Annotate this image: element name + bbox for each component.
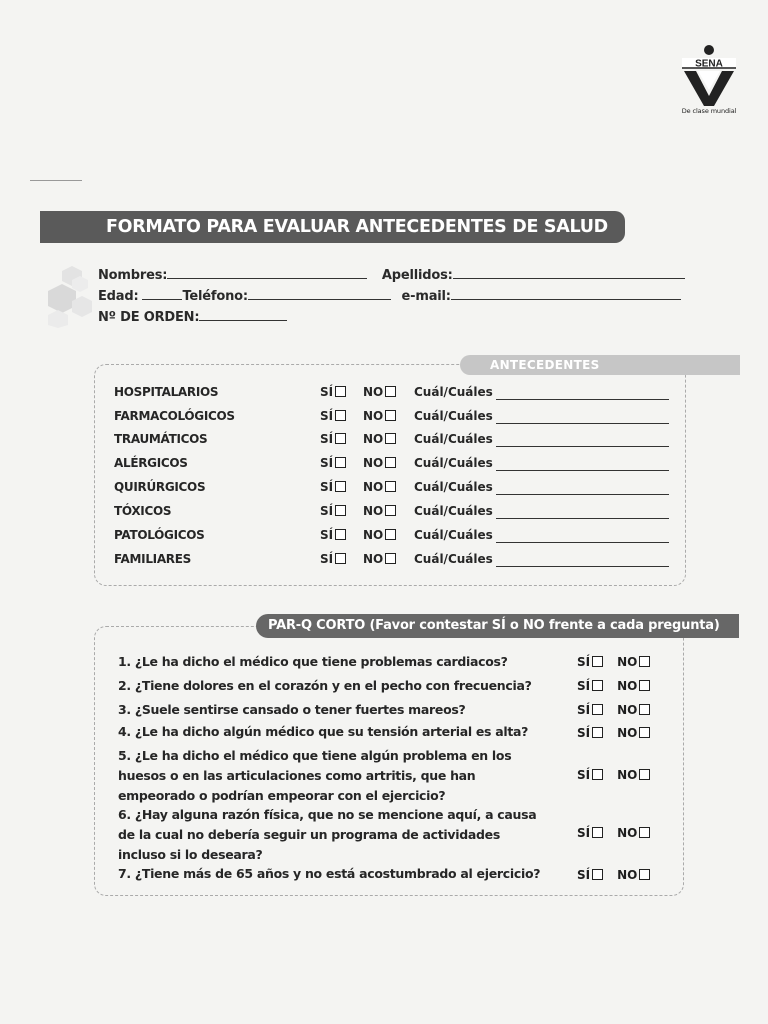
- cual-label: Cuál/Cuáles: [414, 528, 493, 542]
- no-label: NO: [363, 456, 384, 470]
- si-checkbox[interactable]: [335, 505, 346, 516]
- si-label: SÍ: [577, 655, 591, 669]
- sena-logo: [672, 44, 746, 115]
- apellidos-label: Apellidos:: [381, 268, 453, 283]
- si-checkbox[interactable]: [592, 869, 603, 880]
- no-checkbox[interactable]: [385, 457, 396, 468]
- id-row-names: [98, 268, 685, 283]
- antecedente-label: FAMILIARES: [114, 552, 191, 566]
- si-option: [320, 432, 346, 446]
- edad-field[interactable]: [142, 299, 182, 300]
- no-label: NO: [363, 504, 384, 518]
- no-label: NO: [617, 826, 638, 840]
- orden-label: Nº DE ORDEN:: [98, 310, 200, 325]
- cual-label: Cuál/Cuáles: [414, 432, 493, 446]
- si-label: SÍ: [577, 868, 591, 882]
- parq-question: 1. ¿Le ha dicho el médico que tiene problemas cardiacos?: [118, 654, 508, 669]
- no-checkbox[interactable]: [639, 727, 650, 738]
- no-option: [363, 432, 396, 446]
- cual-label: Cuál/Cuáles: [414, 480, 493, 494]
- si-label: SÍ: [577, 826, 591, 840]
- antecedente-label: FARMACOLÓGICOS: [114, 409, 235, 423]
- edad-label: Edad:: [98, 289, 139, 304]
- parq-header: PAR-Q CORTO (Favor contestar SÍ o NO frente a cada pregunta): [256, 614, 739, 638]
- si-label: SÍ: [320, 528, 334, 542]
- id-row-contact: [98, 289, 681, 304]
- cual-field[interactable]: [496, 423, 669, 424]
- no-label: NO: [363, 480, 384, 494]
- no-label: NO: [363, 528, 384, 542]
- antecedente-row: [114, 480, 674, 498]
- si-label: SÍ: [320, 456, 334, 470]
- parq-options: [577, 826, 650, 840]
- cual-label: Cuál/Cuáles: [414, 552, 493, 566]
- no-checkbox[interactable]: [385, 553, 396, 564]
- telefono-field[interactable]: [248, 299, 391, 300]
- cual-label: Cuál/Cuáles: [414, 409, 493, 423]
- parq-question: 3. ¿Suele sentirse cansado o tener fuertes mareos?: [118, 702, 466, 717]
- parq-question: 5. ¿Le ha dicho el médico que tiene algún problema en los huesos o en las articulaciones como artritis, que han empeorado o podrían empeorar con el ejercicio?: [118, 748, 512, 803]
- cual-field[interactable]: [496, 494, 669, 495]
- si-label: SÍ: [320, 409, 334, 423]
- antecedente-label: HOSPITALARIOS: [114, 385, 219, 399]
- si-label: SÍ: [577, 679, 591, 693]
- si-option: [320, 385, 346, 399]
- si-label: SÍ: [320, 385, 334, 399]
- cual-field[interactable]: [496, 542, 669, 543]
- si-option: [320, 456, 346, 470]
- cual-field[interactable]: [496, 446, 669, 447]
- si-option: [320, 480, 346, 494]
- si-label: SÍ: [577, 726, 591, 740]
- si-checkbox[interactable]: [335, 410, 346, 421]
- si-checkbox[interactable]: [335, 481, 346, 492]
- no-checkbox[interactable]: [639, 869, 650, 880]
- si-checkbox[interactable]: [335, 529, 346, 540]
- email-label: e-mail:: [401, 289, 451, 304]
- si-label: SÍ: [320, 552, 334, 566]
- parq-options: [577, 655, 650, 669]
- parq-question: 6. ¿Hay alguna razón física, que no se mencione aquí, a causa de la cual no debería seguir un programa de actividades incluso si lo deseara?: [118, 807, 537, 862]
- no-label: NO: [617, 726, 638, 740]
- no-label: NO: [617, 679, 638, 693]
- parq-question: 4. ¿Le ha dicho algún médico que su tensión arterial es alta?: [118, 724, 529, 739]
- parq-question: 2. ¿Tiene dolores en el corazón y en el pecho con frecuencia?: [118, 678, 532, 693]
- no-checkbox[interactable]: [385, 433, 396, 444]
- no-checkbox[interactable]: [639, 656, 650, 667]
- no-checkbox[interactable]: [639, 680, 650, 691]
- no-label: NO: [617, 768, 638, 782]
- no-checkbox[interactable]: [639, 827, 650, 838]
- antecedente-row: [114, 528, 674, 546]
- no-checkbox[interactable]: [385, 529, 396, 540]
- no-label: NO: [617, 655, 638, 669]
- no-label: NO: [617, 703, 638, 717]
- si-checkbox[interactable]: [592, 769, 603, 780]
- no-checkbox[interactable]: [385, 481, 396, 492]
- telefono-label: Teléfono:: [182, 289, 248, 304]
- cual-label: Cuál/Cuáles: [414, 456, 493, 470]
- no-option: [363, 456, 396, 470]
- si-checkbox[interactable]: [592, 656, 603, 667]
- si-option: [320, 409, 346, 423]
- scan-mark: [30, 180, 82, 181]
- parq-options: [577, 679, 650, 693]
- no-label: NO: [363, 432, 384, 446]
- no-option: [363, 480, 396, 494]
- antecedente-row: [114, 432, 674, 450]
- sena-logo-wordmark: SENA: [695, 58, 723, 70]
- orden-field[interactable]: [199, 320, 287, 321]
- nombres-label: Nombres:: [98, 268, 168, 283]
- email-field[interactable]: [451, 299, 681, 300]
- antecedente-row: [114, 552, 674, 570]
- si-checkbox[interactable]: [592, 704, 603, 715]
- si-checkbox[interactable]: [592, 680, 603, 691]
- antecedente-row: [114, 409, 674, 427]
- si-label: SÍ: [577, 768, 591, 782]
- parq-options: [577, 726, 650, 740]
- hexagon-decoration-icon: [42, 266, 94, 328]
- si-label: SÍ: [320, 432, 334, 446]
- si-checkbox[interactable]: [335, 433, 346, 444]
- si-label: SÍ: [320, 480, 334, 494]
- cual-field[interactable]: [496, 518, 669, 519]
- parq-options: [577, 868, 650, 882]
- no-label: NO: [363, 409, 384, 423]
- antecedente-row: [114, 504, 674, 522]
- parq-question: 7. ¿Tiene más de 65 años y no está acostumbrado al ejercicio?: [118, 866, 541, 881]
- logo-tagline: De clase mundial: [681, 107, 737, 115]
- no-checkbox[interactable]: [639, 704, 650, 715]
- no-label: NO: [363, 385, 384, 399]
- no-option: [363, 385, 396, 399]
- id-row-orden: [98, 310, 287, 325]
- no-option: [363, 409, 396, 423]
- cual-field[interactable]: [496, 470, 669, 471]
- cual-label: Cuál/Cuáles: [414, 385, 493, 399]
- si-option: [320, 552, 346, 566]
- si-checkbox[interactable]: [592, 727, 603, 738]
- antecedente-label: QUIRÚRGICOS: [114, 480, 206, 494]
- si-label: SÍ: [320, 504, 334, 518]
- si-label: SÍ: [577, 703, 591, 717]
- no-option: [363, 552, 396, 566]
- antecedente-row: [114, 456, 674, 474]
- no-option: [363, 528, 396, 542]
- si-checkbox[interactable]: [335, 457, 346, 468]
- parq-options: [577, 703, 650, 717]
- apellidos-field[interactable]: [453, 278, 685, 279]
- cual-label: Cuál/Cuáles: [414, 504, 493, 518]
- antecedente-label: ALÉRGICOS: [114, 456, 188, 470]
- no-checkbox[interactable]: [385, 505, 396, 516]
- antecedente-row: [114, 385, 674, 403]
- si-option: [320, 528, 346, 542]
- page-title: FORMATO PARA EVALUAR ANTECEDENTES DE SALUD: [40, 211, 625, 243]
- cual-field[interactable]: [496, 566, 669, 567]
- si-checkbox[interactable]: [592, 827, 603, 838]
- antecedente-label: PATOLÓGICOS: [114, 528, 205, 542]
- sena-logo-icon: [680, 44, 738, 106]
- nombres-field[interactable]: [167, 278, 367, 279]
- si-checkbox[interactable]: [335, 553, 346, 564]
- si-option: [320, 504, 346, 518]
- no-label: NO: [617, 868, 638, 882]
- no-checkbox[interactable]: [639, 769, 650, 780]
- cual-field[interactable]: [496, 399, 669, 400]
- antecedentes-header: ANTECEDENTES: [460, 355, 740, 375]
- antecedente-label: TRAUMÁTICOS: [114, 432, 208, 446]
- no-checkbox[interactable]: [385, 386, 396, 397]
- si-checkbox[interactable]: [335, 386, 346, 397]
- no-option: [363, 504, 396, 518]
- antecedente-label: TÓXICOS: [114, 504, 172, 518]
- parq-options: [577, 768, 650, 782]
- no-label: NO: [363, 552, 384, 566]
- no-checkbox[interactable]: [385, 410, 396, 421]
